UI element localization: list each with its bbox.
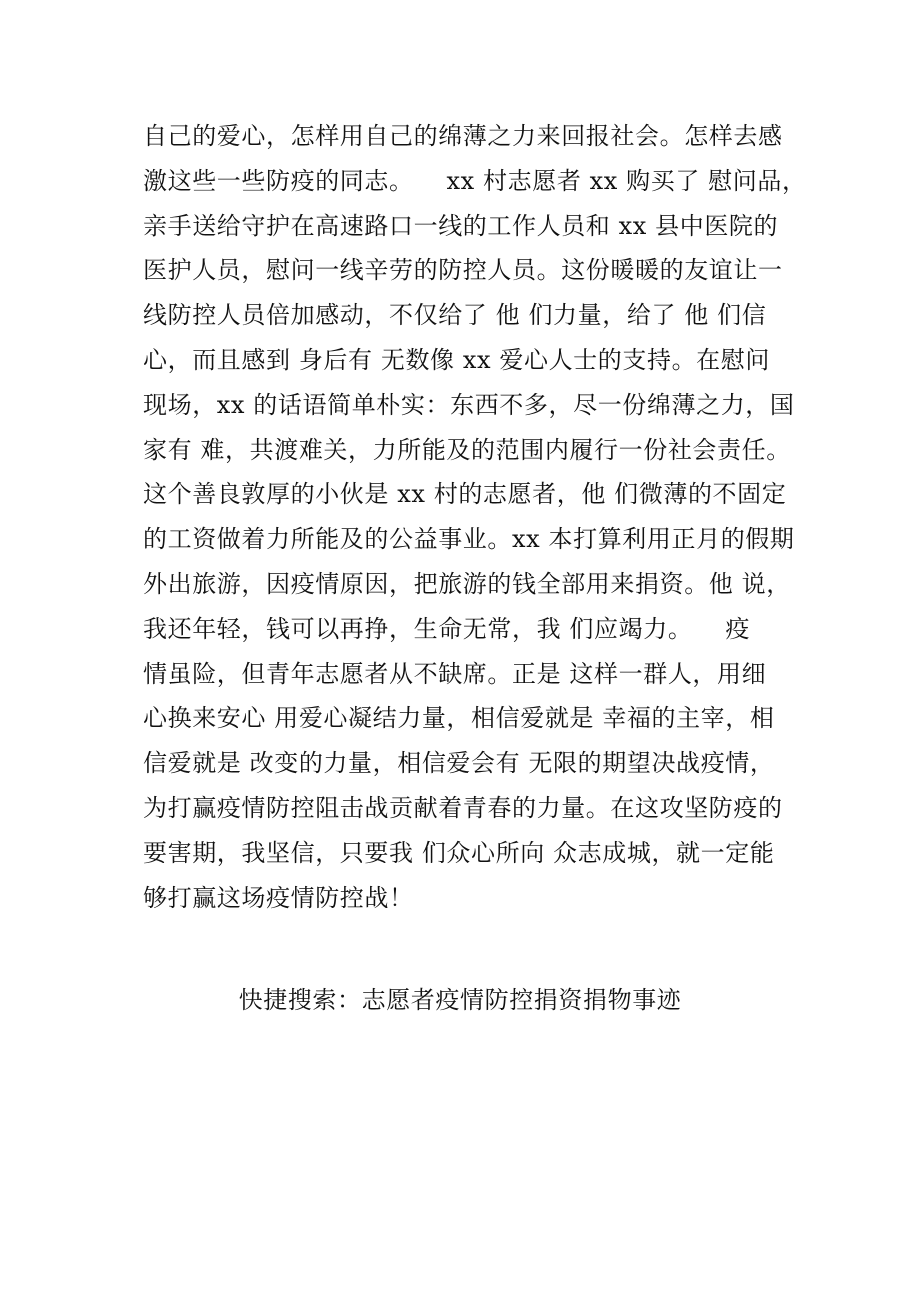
text-line: 为打赢疫情防控阻击战贡献着青春的力量。在这攻坚防疫的 (143, 793, 783, 822)
text-line: 外出旅游，因疫情原因，把旅游的钱全部用来捐资。他 说， (143, 569, 791, 598)
text-line: 心，而且感到 身后有 无数像 xx 爱心人士的支持。在慰问 (143, 345, 770, 374)
text-line: 家有 难，共渡难关，力所能及的范围内履行一份社会责任。 (143, 435, 791, 464)
text-line: 这个善良敦厚的小伙是 xx 村的志愿者，他 们微薄的不固定 (143, 480, 787, 509)
quick-search-footer: 快捷搜索：志愿者疫情防控捐资捐物事迹 (238, 986, 682, 1014)
text-line: 的工资做着力所能及的公益事业。xx 本打算利用正月的假期 (143, 525, 795, 554)
article-body (143, 114, 807, 920)
text-line: 医护人员，慰问一线辛劳的防控人员。这份暖暖的友谊让一 (143, 256, 783, 285)
text-line: 自己的爱心，怎样用自己的绵薄之力来回报社会。怎样去感 (143, 122, 783, 150)
text-line: 信爱就是 改变的力量，相信爱会有 无限的期望决战疫情， (143, 749, 775, 778)
text-line: 情虽险，但青年志愿者从不缺席。正是 这样一群人，用细 (143, 659, 767, 688)
text-line: 激这些一些防疫的同志。 xx 村志愿者 xx 购买了 慰问品， (143, 166, 807, 195)
text-line: 现场，xx 的话语简单朴实：东西不多，尽一份绵薄之力，国 (143, 390, 795, 419)
text-line: 亲手送给守护在高速路口一线的工作人员和 xx 县中医院的 (143, 211, 779, 240)
text-line: 我还年轻，钱可以再挣，生命无常，我 们应竭力。 疫 (143, 614, 750, 643)
text-line: 线防控人员倍加感动，不仅给了 他 们力量，给了 他 们信 (143, 301, 767, 330)
text-line: 要害期，我坚信，只要我 们众心所向 众志成城，就一定能 (143, 838, 775, 867)
text-line: 够打赢这场疫情防控战！ (143, 883, 414, 912)
text-line: 心换来安心 用爱心凝结力量，相信爱就是 幸福的主宰，相 (143, 704, 775, 733)
